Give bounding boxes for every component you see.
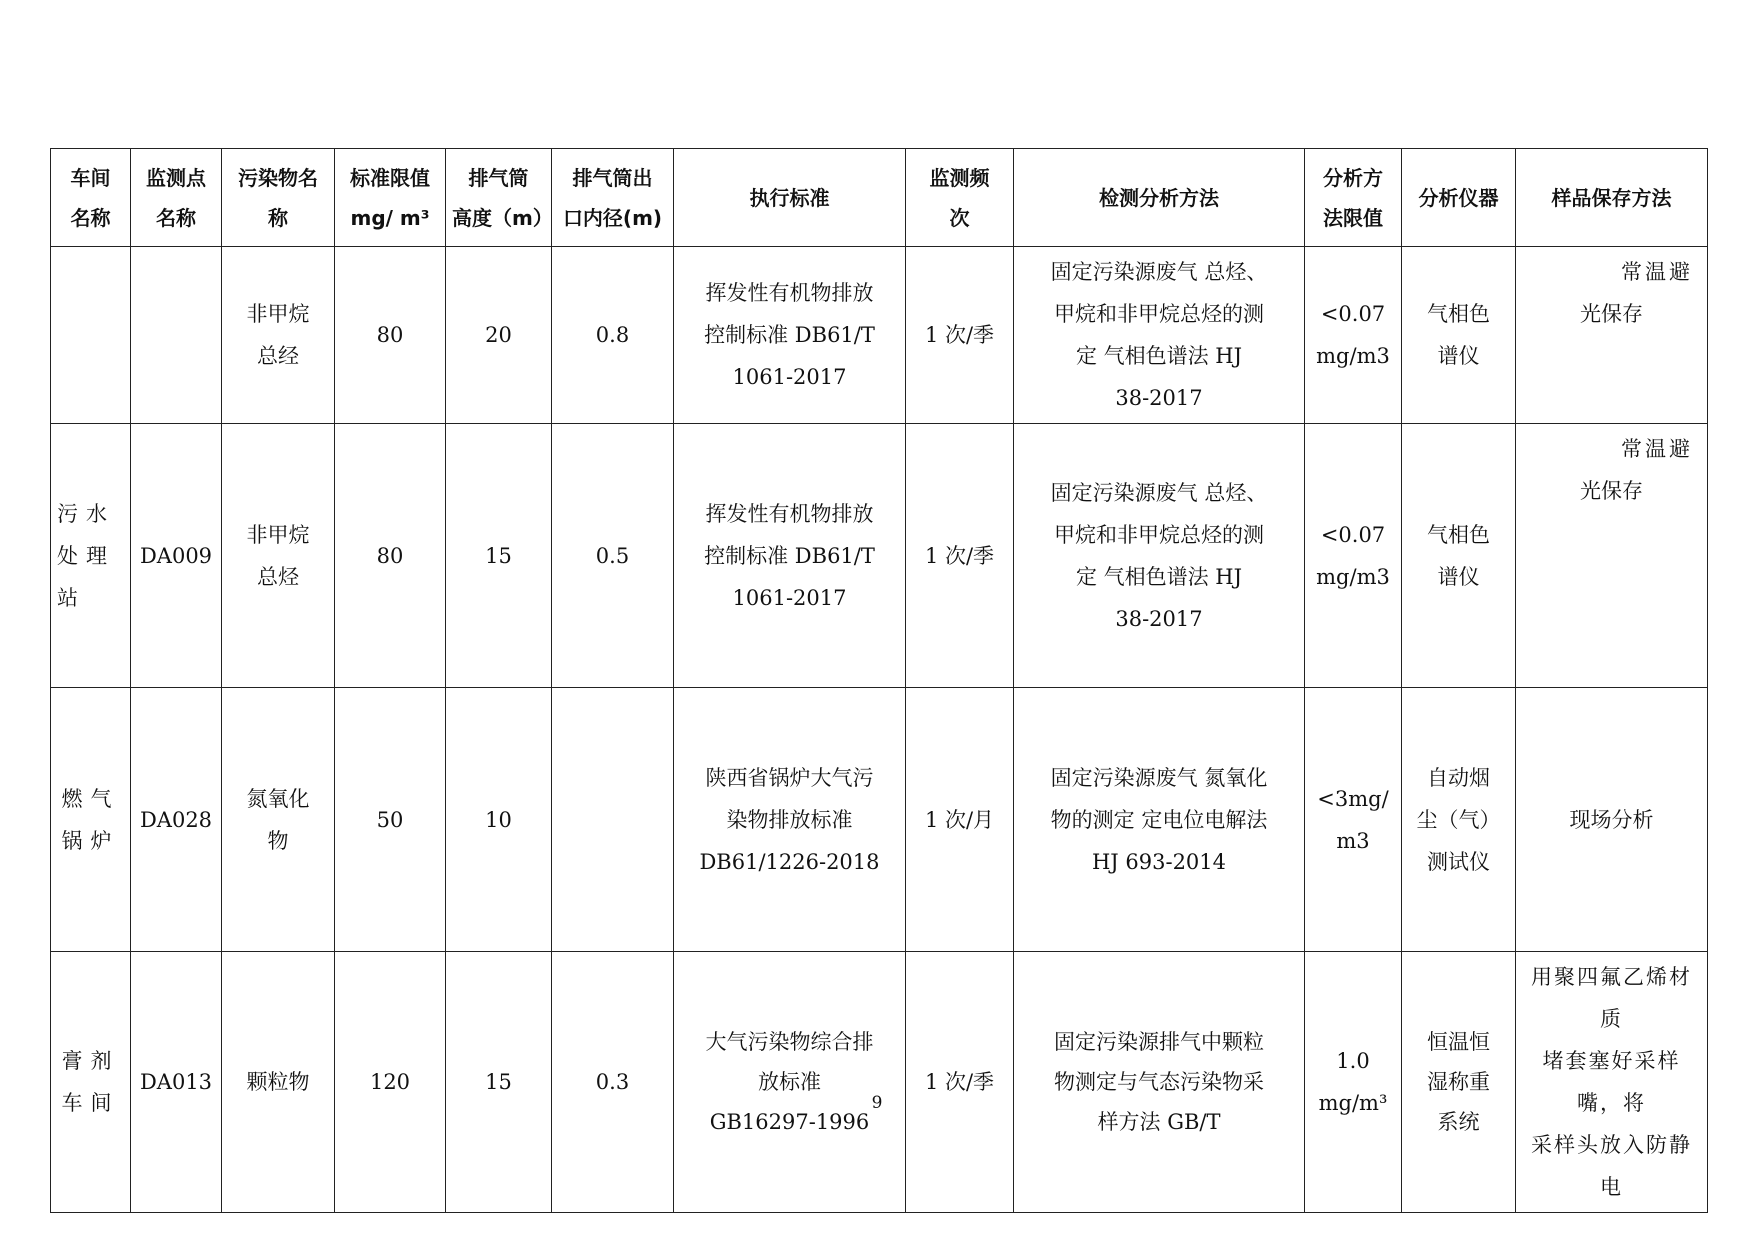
cell-point: DA013 xyxy=(131,952,222,1213)
cell-storage xyxy=(1516,424,1708,688)
cell-diameter: 0.8 xyxy=(552,247,674,424)
header-instrument: 分析仪器 xyxy=(1402,149,1516,247)
cell-pollutant: 颗粒物 xyxy=(222,952,335,1213)
cell-method: 固定污染源废气 总烃、 甲烷和非甲烷总烃的测 定 气相色谱法 HJ 38-2017 xyxy=(1014,247,1305,424)
storage-line-1: 常温避 xyxy=(1621,260,1693,284)
table-row xyxy=(51,688,1708,952)
cell-standard: 陕西省锅炉大气污 染物排放标准 DB61/1226-2018 xyxy=(674,688,906,952)
table-row xyxy=(51,952,1708,1213)
cell-point: DA009 xyxy=(131,424,222,688)
header-row xyxy=(51,149,1708,247)
storage-line-2: 光保存 xyxy=(1580,302,1643,326)
table-row xyxy=(51,424,1708,688)
cell-storage xyxy=(1516,247,1708,424)
cell-limit: 120 xyxy=(335,952,446,1213)
page-number: 9 xyxy=(871,1093,883,1113)
cell-frequency: 1 次/季 xyxy=(906,424,1014,688)
cell-storage: 用聚四氟乙烯材质 堵套塞好采样嘴，将 采样头放入防静电 xyxy=(1516,952,1708,1213)
cell-instrument: 气相色 谱仪 xyxy=(1402,424,1516,688)
cell-method-limit: <0.07 mg/m3 xyxy=(1305,424,1402,688)
header-storage: 样品保存方法 xyxy=(1516,149,1708,247)
cell-method: 固定污染源废气 总烃、 甲烷和非甲烷总烃的测 定 气相色谱法 HJ 38-2017 xyxy=(1014,424,1305,688)
cell-standard: 大气污染物综合排 放标准 GB16297-1996 xyxy=(674,952,906,1213)
cell-method-limit: <3mg/ m3 xyxy=(1305,688,1402,952)
header-workshop: 车间 名称 xyxy=(51,149,131,247)
storage-line-2: 光保存 xyxy=(1580,479,1643,503)
cell-method: 固定污染源排气中颗粒 物测定与气态污染物采 样方法 GB/T xyxy=(1014,952,1305,1213)
cell-instrument: 自动烟 尘（气） 测试仪 xyxy=(1402,688,1516,952)
monitoring-table xyxy=(50,148,1708,1213)
cell-workshop: 膏剂 车间 xyxy=(51,952,131,1213)
cell-height: 15 xyxy=(446,952,552,1213)
cell-height: 20 xyxy=(446,247,552,424)
cell-standard: 挥发性有机物排放 控制标准 DB61/T 1061-2017 xyxy=(674,247,906,424)
header-standard: 执行标准 xyxy=(674,149,906,247)
cell-workshop: 燃气 锅炉 xyxy=(51,688,131,952)
cell-limit: 50 xyxy=(335,688,446,952)
cell-instrument: 恒温恒 湿称重 系统 xyxy=(1402,952,1516,1213)
cell-diameter: 0.3 xyxy=(552,952,674,1213)
cell-workshop: 污水 处理 站 xyxy=(51,424,131,688)
storage-line-1: 常温避 xyxy=(1621,437,1693,461)
cell-diameter xyxy=(552,688,674,952)
cell-frequency: 1 次/季 xyxy=(906,952,1014,1213)
cell-point: DA028 xyxy=(131,688,222,952)
header-frequency: 监测频 次 xyxy=(906,149,1014,247)
cell-method: 固定污染源废气 氮氧化 物的测定 定电位电解法 HJ 693-2014 xyxy=(1014,688,1305,952)
cell-storage: 现场分析 xyxy=(1516,688,1708,952)
cell-limit: 80 xyxy=(335,424,446,688)
cell-pollutant: 非甲烷 总烃 xyxy=(222,424,335,688)
header-point: 监测点 名称 xyxy=(131,149,222,247)
table-row xyxy=(51,247,1708,424)
header-method: 检测分析方法 xyxy=(1014,149,1305,247)
cell-frequency: 1 次/月 xyxy=(906,688,1014,952)
header-height: 排气筒 高度（m） xyxy=(446,149,552,247)
cell-frequency: 1 次/季 xyxy=(906,247,1014,424)
cell-pollutant: 非甲烷 总经 xyxy=(222,247,335,424)
cell-diameter: 0.5 xyxy=(552,424,674,688)
header-limit: 标准限值 mg/ m³ xyxy=(335,149,446,247)
cell-standard: 挥发性有机物排放 控制标准 DB61/T 1061-2017 xyxy=(674,424,906,688)
header-pollutant: 污染物名 称 xyxy=(222,149,335,247)
cell-method-limit: 1.0 mg/m³ xyxy=(1305,952,1402,1213)
header-diameter: 排气筒出 口内径(m) xyxy=(552,149,674,247)
cell-point xyxy=(131,247,222,424)
cell-limit: 80 xyxy=(335,247,446,424)
cell-workshop xyxy=(51,247,131,424)
cell-height: 15 xyxy=(446,424,552,688)
cell-instrument: 气相色 谱仪 xyxy=(1402,247,1516,424)
cell-height: 10 xyxy=(446,688,552,952)
cell-pollutant: 氮氧化 物 xyxy=(222,688,335,952)
cell-method-limit: <0.07 mg/m3 xyxy=(1305,247,1402,424)
header-method-limit: 分析方 法限值 xyxy=(1305,149,1402,247)
